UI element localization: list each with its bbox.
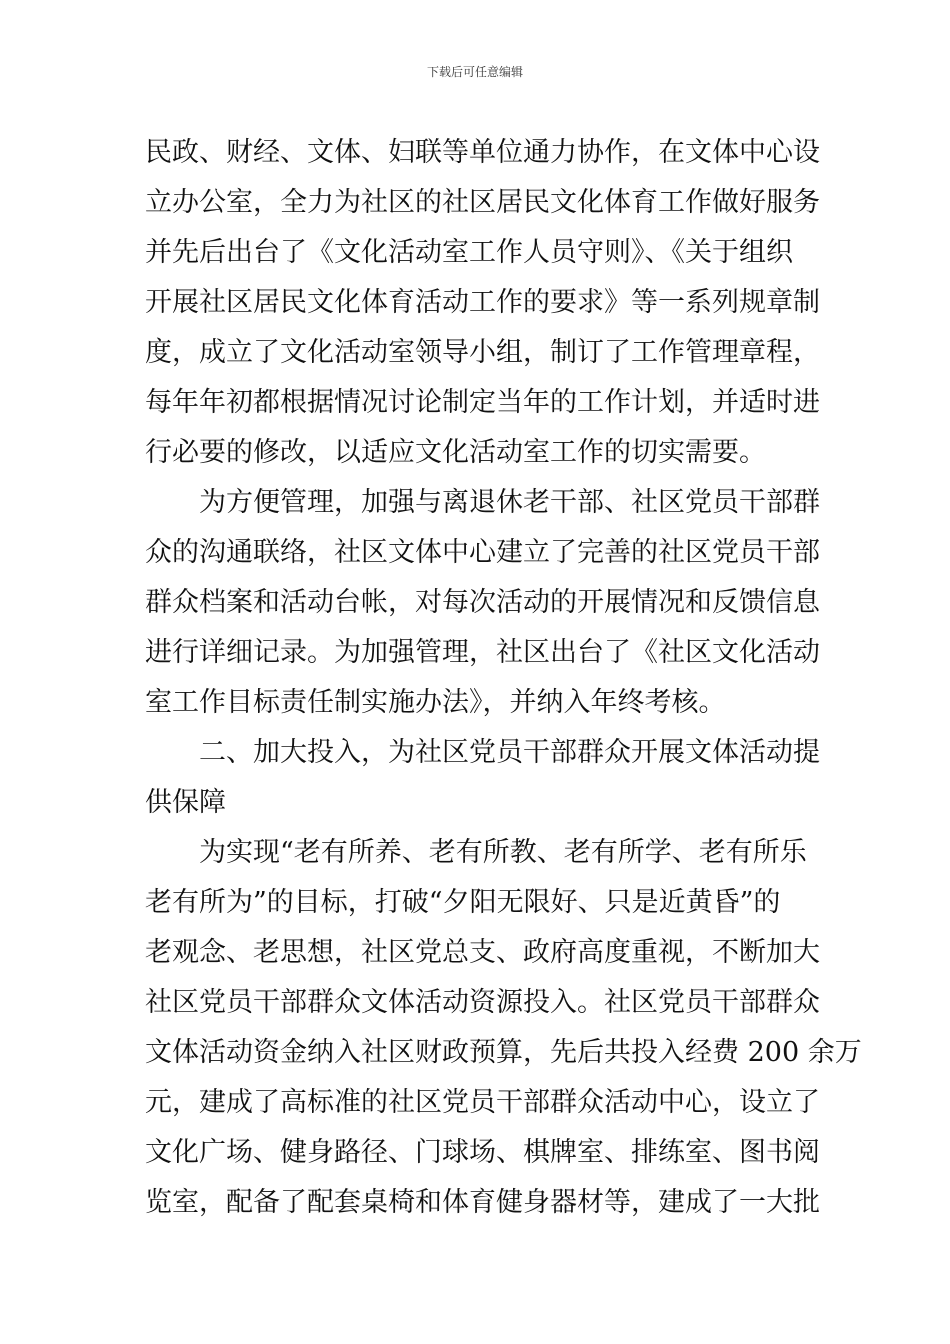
text-line: 开展社区居民文化体育活动工作的要求》等一系列规章制 [145, 287, 820, 318]
text-line: 元，建成了高标准的社区党员干部群众活动中心，设立了 [145, 1087, 820, 1118]
page-header: 下载后可任意编辑 [426, 65, 523, 79]
text-line: 民政、财经、文体、妇联等单位通力协作，在文体中心设 [145, 137, 820, 168]
text-line: 行必要的修改，以适应文化活动室工作的切实需要。 [145, 437, 766, 468]
text-line: 供保障 [145, 787, 226, 818]
text-line: 老观念、老思想，社区党总支、政府高度重视，不断加大 [145, 937, 820, 968]
text-line: 老有所为”的目标，打破“夕阳无限好、只是近黄昏”的 [145, 887, 781, 918]
text-line: 室工作目标责任制实施办法》，并纳入年终考核。 [145, 687, 726, 718]
text-line: 度，成立了文化活动室领导小组，制订了工作管理章程， [145, 337, 820, 368]
text-line: 为实现“老有所养、老有所教、老有所学、老有所乐 [199, 837, 807, 868]
text-line: 文体活动资金纳入社区财政预算，先后共投入经费 200 余万 [145, 1037, 862, 1068]
text-line: 二、加大投入，为社区党员干部群众开展文体活动提 [199, 737, 820, 768]
text-line: 社区党员干部群众文体活动资源投入。社区党员干部群众 [145, 987, 820, 1018]
text-line: 群众档案和活动台帐，对每次活动的开展情况和反馈信息 [145, 587, 820, 618]
body-text [145, 128, 862, 1228]
text-line: 进行详细记录。为加强管理，社区出台了《社区文化活动 [145, 637, 820, 668]
text-line: 立办公室，全力为社区的社区居民文化体育工作做好服务 [145, 187, 820, 218]
text-line: 为方便管理，加强与离退休老干部、社区党员干部群 [199, 487, 820, 518]
text-line: 并先后出台了《文化活动室工作人员守则》、《关于组织 [145, 237, 793, 268]
text-line: 览室，配备了配套桌椅和体育健身器材等，建成了一大批 [145, 1187, 820, 1218]
text-line: 文化广场、健身路径、门球场、棋牌室、排练室、图书阅 [145, 1137, 820, 1168]
text-line: 众的沟通联络，社区文体中心建立了完善的社区党员干部 [145, 537, 820, 568]
text-line: 每年年初都根据情况讨论制定当年的工作计划，并适时进 [145, 387, 820, 418]
